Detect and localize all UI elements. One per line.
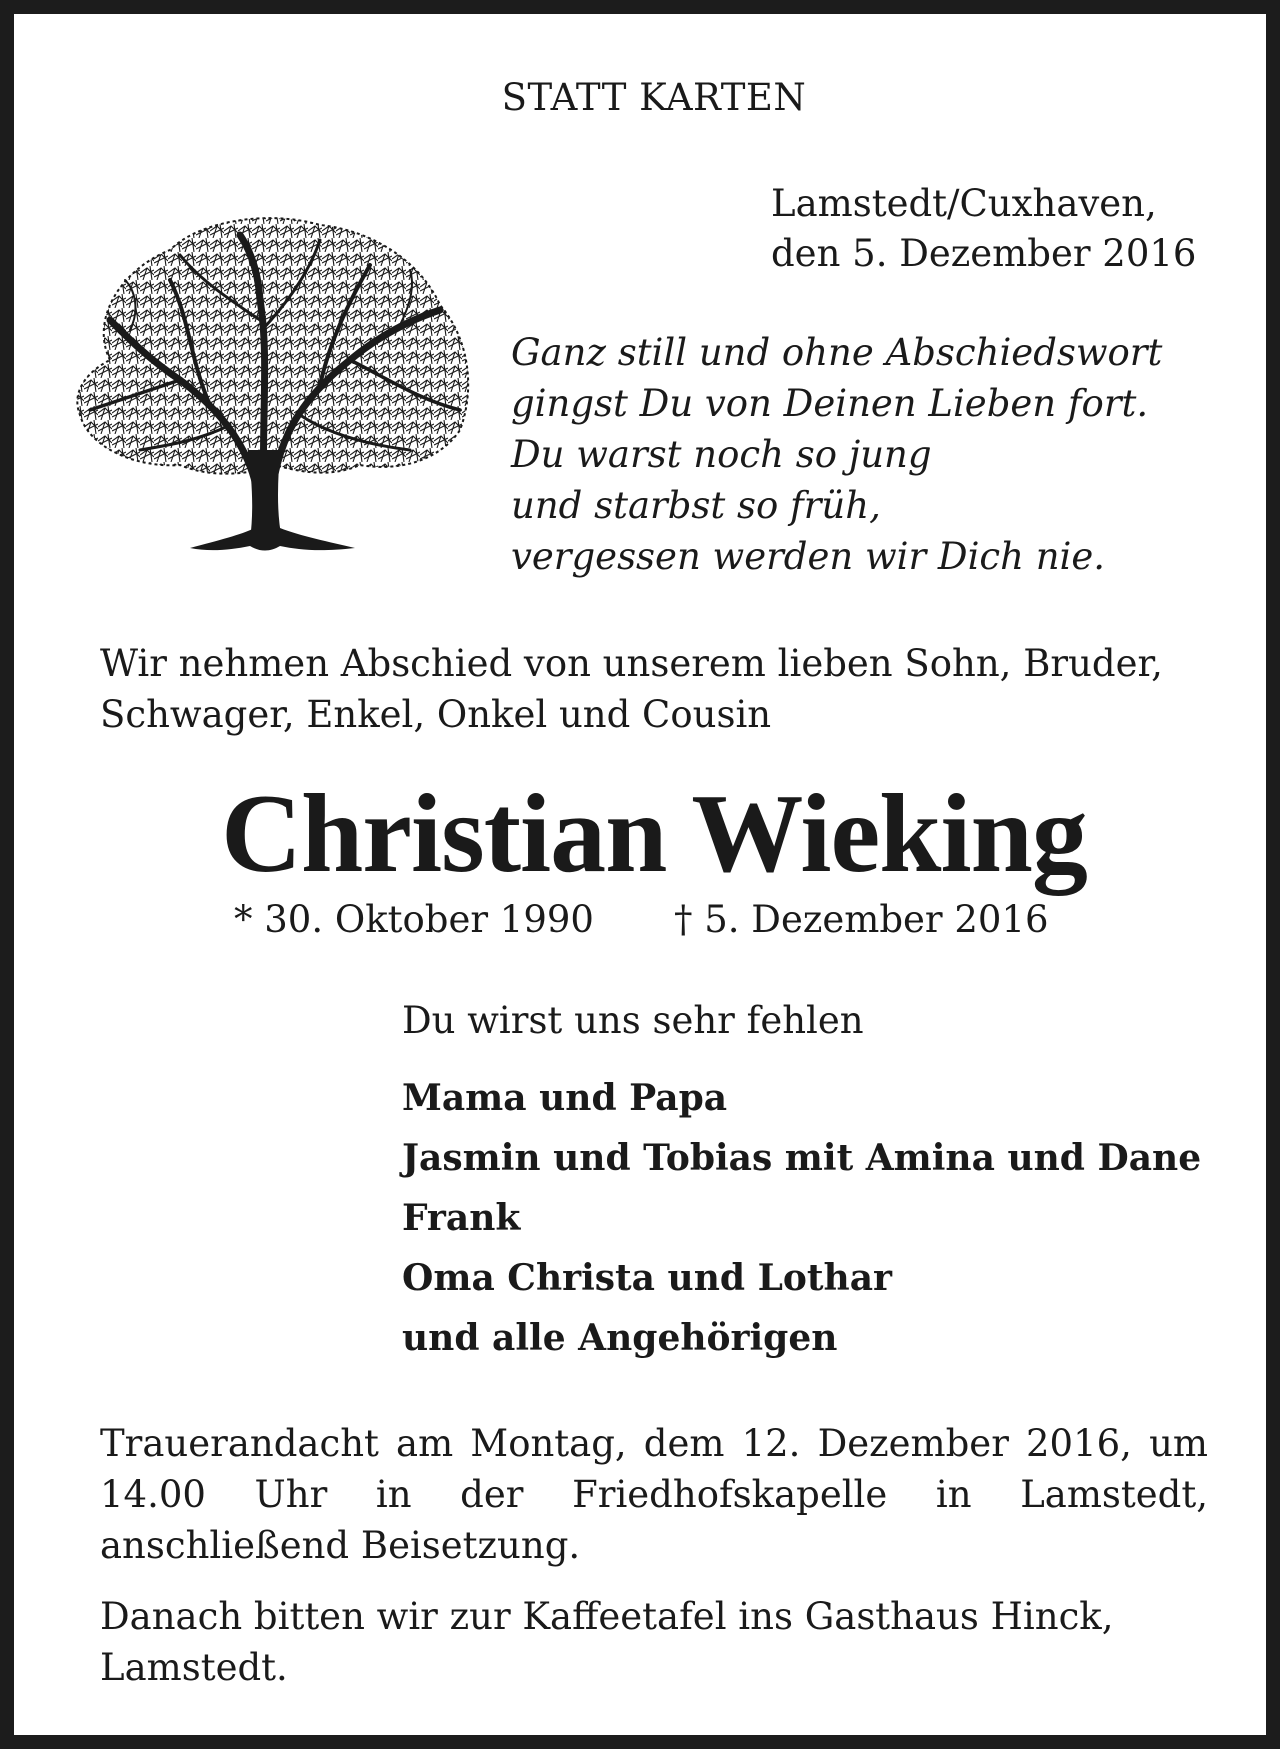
- deceased-name: Christian Wieking: [221, 772, 1087, 896]
- poem-line: vergessen werden wir Dich nie.: [511, 535, 1106, 578]
- mourner-name: Mama und Papa: [402, 1077, 728, 1119]
- life-dates: [234, 898, 1049, 941]
- statt-karten-heading: STATT KARTEN: [501, 76, 807, 119]
- place-date: [771, 179, 1196, 279]
- service-info: Trauerandacht am Montag, dem 12. Dezember 2016, um 14.00 Uhr in der Friedhofskapelle in Lamstedt, anschließend Beisetzung.: [100, 1422, 1208, 1567]
- poem-line: Du warst noch so jung: [511, 433, 932, 476]
- mourners-list: [402, 1068, 1201, 1368]
- poem: [511, 327, 1162, 582]
- mourner-name: und alle Angehörigen: [402, 1317, 838, 1359]
- tree-icon: [70, 210, 480, 558]
- poem-line: gingst Du von Deinen Lieben fort.: [511, 382, 1149, 425]
- miss-line: Du wirst uns sehr fehlen: [402, 999, 864, 1042]
- farewell-line: Schwager, Enkel, Onkel und Cousin: [100, 693, 772, 736]
- place-line: Lamstedt/Cuxhaven,: [771, 182, 1157, 225]
- mourner-name: Frank: [402, 1197, 521, 1239]
- date-line: den 5. Dezember 2016: [771, 232, 1197, 275]
- poem-line: und starbst so früh,: [511, 484, 881, 527]
- mourner-name: Jasmin und Tobias mit Amina und Dane: [402, 1137, 1202, 1179]
- birth-date: * 30. Oktober 1990: [234, 898, 594, 941]
- coffee-info: Danach bitten wir zur Kaffeetafel ins Gasthaus Hinck, Lamstedt.: [100, 1595, 1114, 1689]
- poem-line: Ganz still und ohne Abschiedswort: [511, 331, 1163, 374]
- farewell-line: Wir nehmen Abschied von unserem lieben Sohn, Bruder,: [100, 642, 1163, 685]
- farewell-intro: [100, 638, 1210, 740]
- mourner-name: Oma Christa und Lothar: [402, 1257, 893, 1299]
- death-date: † 5. Dezember 2016: [673, 898, 1049, 941]
